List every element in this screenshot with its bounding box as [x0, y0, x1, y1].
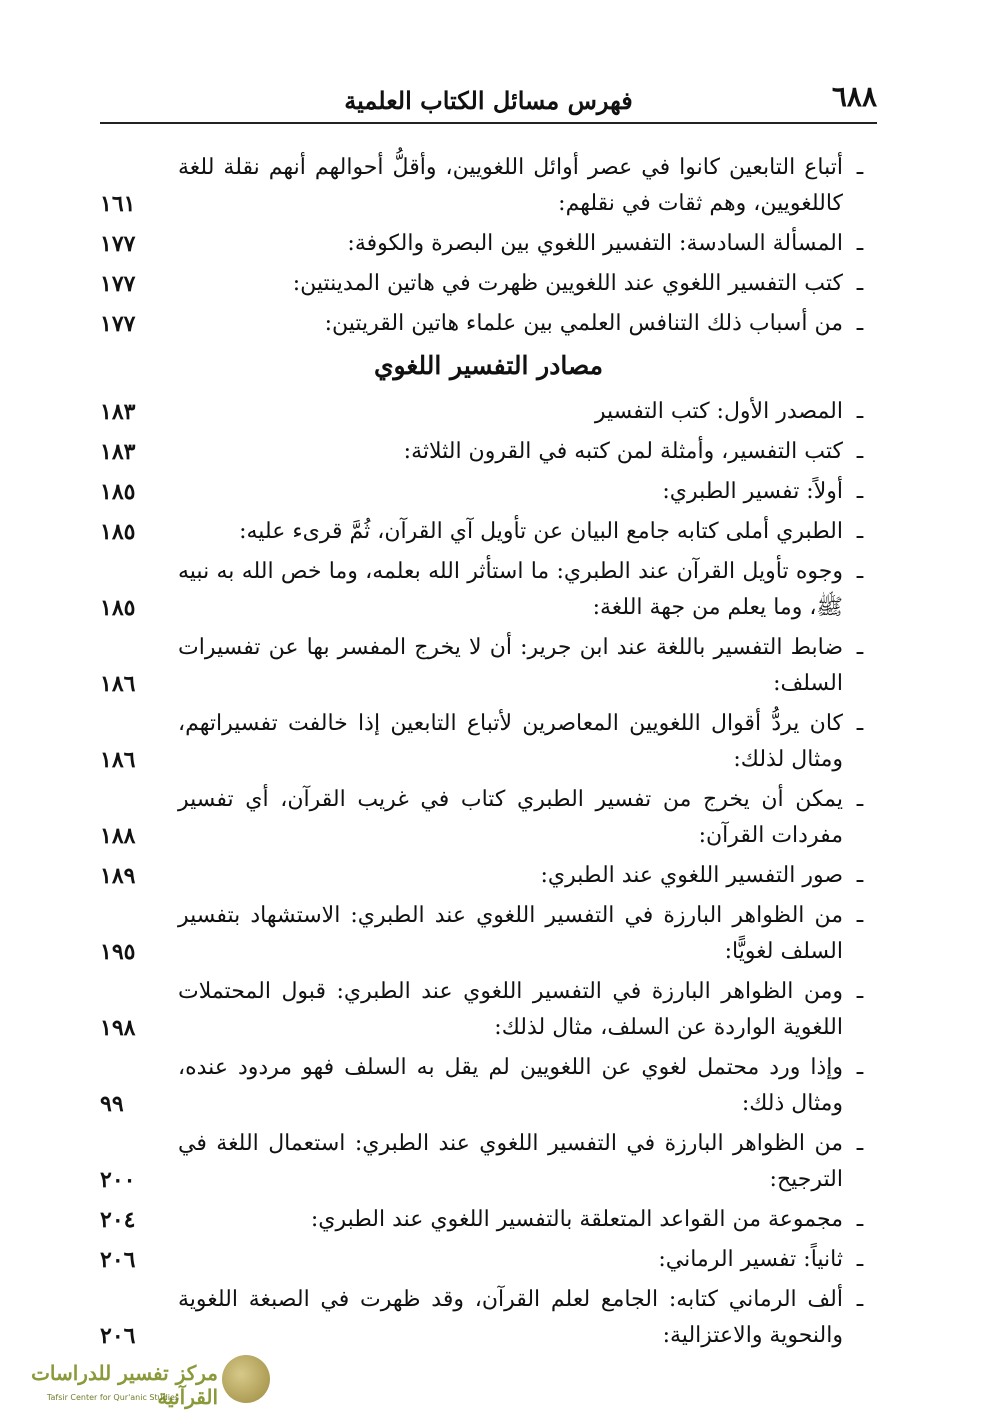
- entry-dash: ـ: [856, 1055, 864, 1080]
- entry-dash: ـ: [856, 399, 864, 424]
- entry-text: ألف الرماني كتابه: الجامع لعلم القرآن، وقد ظهرت في الصبغة اللغوية والنحوية والاعتزالية:: [178, 1287, 843, 1348]
- footer-logo: [8, 1355, 270, 1411]
- index-entry: [100, 1282, 877, 1354]
- index-entry: [100, 474, 877, 510]
- entry-text: مجموعة من القواعد المتعلقة بالتفسير اللغوي عند الطبري:: [310, 1207, 843, 1232]
- index-entry: [100, 1050, 877, 1122]
- index-entry: [100, 306, 877, 342]
- entry-dash: ـ: [856, 1131, 864, 1156]
- entry-text: من أسباب ذلك التنافس العلمي بين علماء هاتين القريتين:: [324, 311, 843, 336]
- entry-dash: ـ: [856, 439, 864, 464]
- entry-text: أتباع التابعين كانوا في عصر أوائل اللغويين، وأقلُّ أحوالهم أنهم نقلة للغة كاللغويين، وهم ثقات في نقلهم:: [178, 155, 843, 216]
- entry-page: ١٧٧: [100, 231, 136, 257]
- entry-dash: ـ: [856, 863, 864, 888]
- entry-text: يمكن أن يخرج من تفسير الطبري كتاب في غريب القرآن، أي تفسير مفردات القرآن:: [178, 787, 843, 848]
- index-entry: [100, 1126, 877, 1198]
- entry-page: ١٨٥: [100, 519, 136, 545]
- entry-dash: ـ: [856, 635, 864, 660]
- logo-text: مركز تفسير للدراسات القرآنية: [31, 1361, 218, 1409]
- index-entry: [100, 706, 877, 778]
- index-entry: [100, 514, 877, 550]
- entry-dash: ـ: [856, 519, 864, 544]
- index-entry: [100, 150, 877, 222]
- entry-page: ١٦١: [100, 191, 136, 217]
- index-entry: [100, 394, 877, 430]
- entry-page: ٢٠٦: [100, 1247, 136, 1273]
- entry-page: ١٨٣: [100, 439, 136, 465]
- entry-page: ١٧٧: [100, 271, 136, 297]
- index-entry: [100, 782, 877, 854]
- index-content: [100, 150, 877, 1358]
- index-entry: [100, 266, 877, 302]
- entry-text: المصدر الأول: كتب التفسير: [594, 399, 843, 424]
- page-number: ٦٨٨: [831, 80, 877, 113]
- page-header: [100, 76, 877, 124]
- entry-page: ١٩٨: [100, 1015, 136, 1041]
- entry-text: المسألة السادسة: التفسير اللغوي بين البصرة والكوفة:: [347, 231, 843, 256]
- entry-dash: ـ: [856, 711, 864, 736]
- index-entry: [100, 1202, 877, 1238]
- index-entry: [100, 434, 877, 470]
- entry-dash: ـ: [856, 311, 864, 336]
- entry-dash: ـ: [856, 231, 864, 256]
- entry-dash: ـ: [856, 271, 864, 296]
- entry-text: ثانياً: تفسير الرماني:: [658, 1247, 843, 1272]
- entry-page: ١٨٥: [100, 595, 136, 621]
- entry-page: ٩٩: [100, 1091, 124, 1117]
- page-title: فهرس مسائل الكتاب العلمية: [344, 86, 633, 115]
- entry-dash: ـ: [856, 479, 864, 504]
- entry-text: كتب التفسير اللغوي عند اللغويين ظهرت في هاتين المدينتين:: [292, 271, 843, 296]
- entry-page: ٢٠٤: [100, 1207, 136, 1233]
- section-heading: مصادر التفسير اللغوي: [373, 351, 604, 380]
- entry-page: ١٨٦: [100, 747, 136, 773]
- entry-dash: ـ: [856, 559, 864, 584]
- entry-page: ١٨٦: [100, 671, 136, 697]
- entry-dash: ـ: [856, 1287, 864, 1312]
- entry-dash: ـ: [856, 979, 864, 1004]
- entry-page: ٢٠٠: [100, 1167, 136, 1193]
- entry-page: ٢٠٦: [100, 1323, 136, 1349]
- entry-page: ١٨٨: [100, 823, 136, 849]
- entry-text: ضابط التفسير باللغة عند ابن جرير: أن لا يخرج المفسر بها عن تفسيرات السلف:: [178, 635, 843, 696]
- entry-text: وإذا ورد محتمل لغوي عن اللغويين لم يقل به السلف فهو مردود عنده، ومثال ذلك:: [178, 1055, 843, 1116]
- entry-dash: ـ: [856, 903, 864, 928]
- entry-text: أولاً: تفسير الطبري:: [662, 479, 843, 504]
- index-entry: [100, 898, 877, 970]
- globe-logo-icon: [222, 1355, 270, 1403]
- logo-subtext: Tafsir Center for Qur'anic Studies: [46, 1393, 180, 1402]
- index-entry: [100, 858, 877, 894]
- entry-page: ١٨٥: [100, 479, 136, 505]
- index-entry: [100, 630, 877, 702]
- entry-dash: ـ: [856, 1207, 864, 1232]
- index-entry: [100, 226, 877, 262]
- entry-page: ١٩٥: [100, 939, 136, 965]
- entry-text: من الظواهر البارزة في التفسير اللغوي عند الطبري: استعمال اللغة في الترجيح:: [178, 1131, 843, 1192]
- entry-page: ١٧٧: [100, 311, 136, 337]
- entry-page: ١٨٩: [100, 863, 136, 889]
- entry-page: ١٨٣: [100, 399, 136, 425]
- entry-text: صور التفسير اللغوي عند الطبري:: [540, 863, 843, 888]
- entry-dash: ـ: [856, 787, 864, 812]
- entry-dash: ـ: [856, 155, 864, 180]
- index-entry: [100, 554, 877, 626]
- entry-text: ومن الظواهر البارزة في التفسير اللغوي عند الطبري: قبول المحتملات اللغوية الواردة عن السلف، مثال لذلك:: [178, 979, 843, 1040]
- index-entry: [100, 1242, 877, 1278]
- entry-text: الطبري أملى كتابه جامع البيان عن تأويل آي القرآن، ثُمَّ قرىء عليه:: [239, 519, 843, 544]
- entry-text: كان يردُّ أقوال اللغويين المعاصرين لأتباع التابعين إذا خالفت تفسيراتهم، ومثال لذلك:: [178, 711, 843, 772]
- entry-text: من الظواهر البارزة في التفسير اللغوي عند الطبري: الاستشهاد بتفسير السلف لغويًّا:: [178, 903, 843, 964]
- entry-text: وجوه تأويل القرآن عند الطبري: ما استأثر الله بعلمه، وما خص الله به نبيه ﷺ، وما يعلم من جهة اللغة:: [178, 559, 844, 620]
- index-entry: [100, 974, 877, 1046]
- entry-text: كتب التفسير، وأمثلة لمن كتبه في القرون الثلاثة:: [403, 439, 843, 464]
- entry-dash: ـ: [856, 1247, 864, 1272]
